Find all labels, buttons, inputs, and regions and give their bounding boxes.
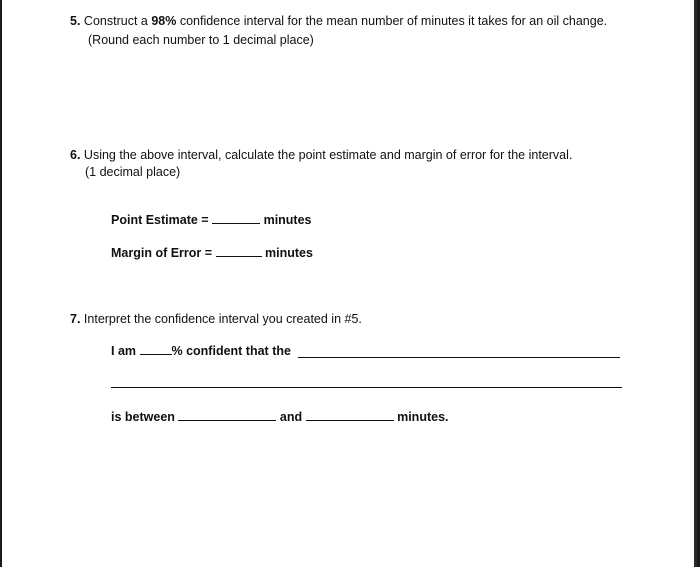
point-estimate-label: Point Estimate =: [111, 213, 209, 227]
and-label: and: [279, 410, 303, 424]
margin-of-error-unit: minutes: [265, 246, 313, 260]
confidence-percent-blank[interactable]: [140, 344, 172, 355]
question-6-number: 6.: [70, 148, 81, 162]
question-5-note: (Round each number to 1 decimal place): [88, 33, 314, 47]
point-estimate-blank[interactable]: [212, 213, 260, 224]
question-5: [70, 14, 607, 28]
point-estimate-row: [111, 213, 312, 227]
question-5-text-before: Construct a: [83, 14, 152, 28]
interval-bounds-row: [111, 410, 449, 424]
question-7-text: Interpret the confidence interval you created in #5.: [83, 312, 362, 326]
worksheet-page: [2, 0, 697, 567]
confidence-statement-row: [111, 344, 291, 358]
percent-confident-label: % confident that the: [171, 344, 291, 358]
parameter-continuation-line[interactable]: [111, 387, 622, 388]
question-6: [70, 148, 572, 162]
question-6-text: Using the above interval, calculate the point estimate and margin of error for the interval.: [83, 148, 573, 162]
margin-of-error-row: [111, 246, 313, 260]
question-7-number: 7.: [70, 312, 81, 326]
is-between-label: is between: [111, 410, 175, 424]
margin-of-error-blank[interactable]: [216, 246, 262, 257]
point-estimate-unit: minutes: [263, 213, 312, 227]
page-right-edge: [694, 0, 697, 567]
question-5-number: 5.: [70, 14, 81, 28]
minutes-label: minutes.: [397, 410, 449, 424]
parameter-blank-line[interactable]: [298, 357, 620, 358]
question-5-confidence-level: 98%: [151, 14, 177, 28]
question-5-text-after: confidence interval for the mean number of minutes it takes for an oil change.: [176, 14, 608, 28]
i-am-label: I am: [111, 344, 137, 358]
upper-bound-blank[interactable]: [306, 410, 394, 421]
lower-bound-blank[interactable]: [178, 410, 276, 421]
margin-of-error-label: Margin of Error =: [111, 246, 213, 260]
question-6-note: (1 decimal place): [85, 165, 181, 179]
question-7: [70, 312, 362, 326]
